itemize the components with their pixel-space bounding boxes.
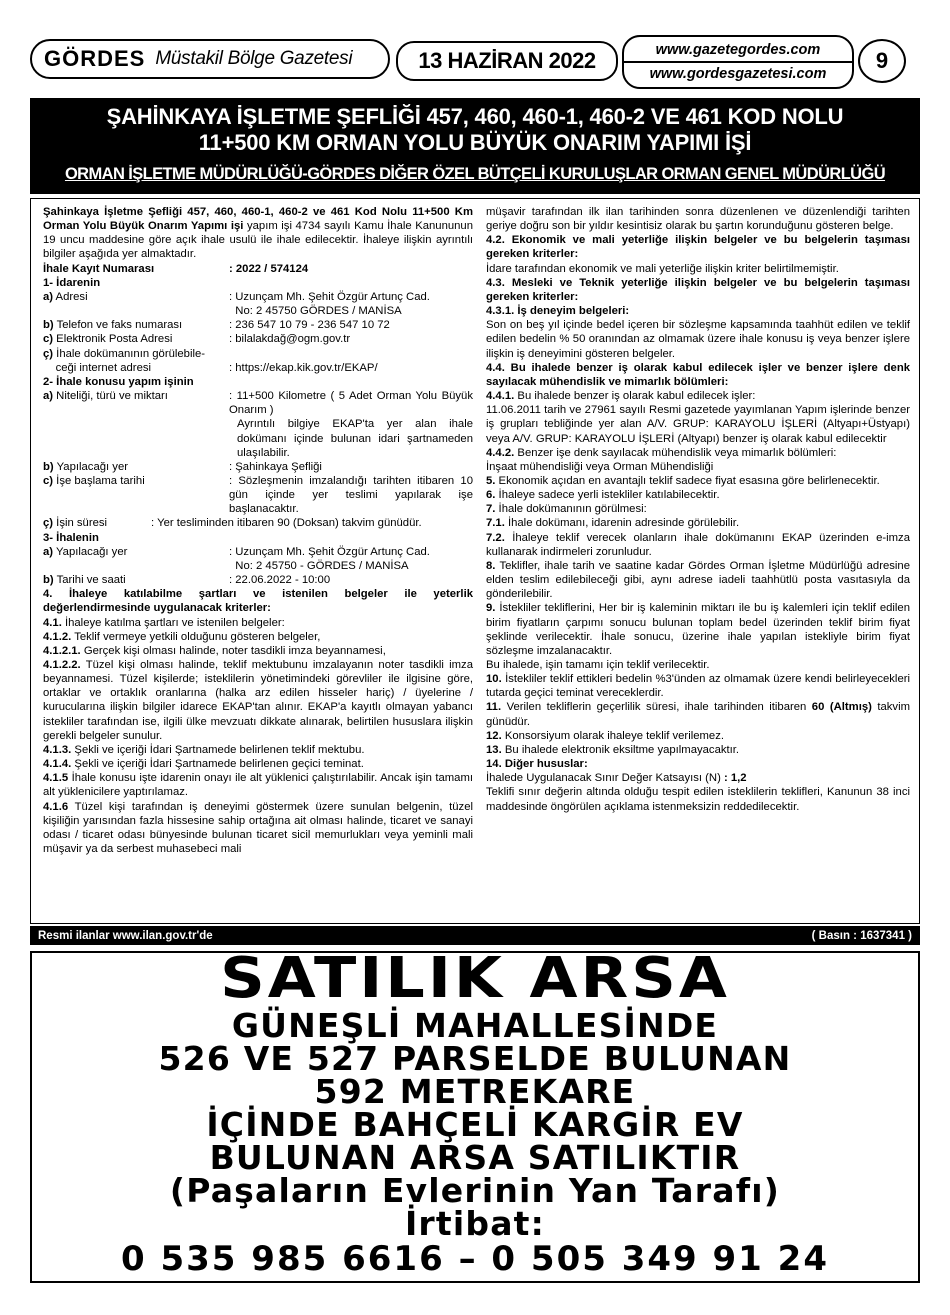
clause-4-4-2: 4.4.2. Benzer işe denk sayılacak mühendislik veya mimarlık bölümleri: xyxy=(486,446,837,459)
ad-headline: SATILIK ARSA xyxy=(220,951,730,1011)
website-url-2: www.gordesgazetesi.com xyxy=(624,61,852,85)
ad-line-contact-label: İrtibat: xyxy=(404,1204,546,1243)
notice-title-band xyxy=(30,98,920,194)
left-column xyxy=(43,205,473,856)
admin-phone: b) Telefon ve faks numarası : 236 547 10 79 - 236 547 10 72 xyxy=(43,319,390,332)
newspaper-name: GÖRDES xyxy=(44,46,146,71)
clause-5: 5. Ekonomik açıdan en avantajlı teklif sadece fiyat esasına göre belirlenecektir. xyxy=(486,474,880,487)
clause-4-4-2-detail: İnşaat mühendisliği veya Orman Mühendisliği xyxy=(486,460,714,473)
masthead-brand-box xyxy=(30,39,390,79)
admin-website: ç) İhale dokümanının görülebile- ceği internet adresi : https://ekap.kik.gov.tr/EKAP/ xyxy=(43,347,378,374)
clause-13: 13. Bu ihalede elektronik eksiltme yapılmayacaktır. xyxy=(486,743,740,756)
admin-address: a) Adresi : Uzunçam Mh. Şehit Özgür Artunç Cad. No: 2 45750 GÖRDES / MANİSA xyxy=(43,290,430,318)
clause-4-1-4: 4.1.4. Şekli ve içeriği İdari Şartnamede belirlenen geçici teminat. xyxy=(43,758,364,771)
clause-12: 12. Konsorsiyum olarak ihaleye teklif verilemez. xyxy=(486,729,724,742)
clause-4-4-heading: 4.4. Bu ihalede benzer iş olarak kabul edilecek işler ve benzer işlere denk sayılacak mühendislik ve mimarlık bölümleri: xyxy=(486,361,910,388)
land-for-sale-ad xyxy=(30,951,920,1283)
notice-title-line-1: ŞAHİNKAYA İŞLETME ŞEFLİĞİ 457, 460, 460-1, 460-2 VE 461 KOD NOLU xyxy=(106,104,844,129)
clause-4-2: İdare tarafından ekonomik ve mali yeterliğe ilişkin kriter belirtilmemiştir. xyxy=(486,262,839,275)
page-number: 9 xyxy=(858,39,906,83)
ad-line-house: İÇİNDE BAHÇELİ KARGİR EV xyxy=(206,1105,744,1144)
right-column xyxy=(486,205,910,814)
section-2-heading: 2- İhale konusu yapım işinin xyxy=(43,375,194,388)
section-4-heading: 4. İhaleye katılabilme şartları ve istenilen belgeler ile yeterlik değerlendirmesinde uygulanacak kriterler: xyxy=(43,588,473,615)
clause-14-rejection: Teklifi sınır değerin altında olduğu tespit edilen isteklilerin teklifleri, Kanunun 38 inci maddesinde öngörülen açıklama istenmeksizin reddedilecektir. xyxy=(486,786,910,813)
ad-line-neighborhood: GÜNEŞLİ MAHALLESİNDE xyxy=(231,1006,719,1045)
clause-6: 6. İhaleye sadece yerli istekliler katılabilecektir. xyxy=(486,489,720,502)
notice-authority: ORMAN İŞLETME MÜDÜRLÜĞÜ-GÖRDES DİĞER ÖZEL BÜTÇELİ KURULUŞLAR ORMAN GENEL MÜDÜRLÜĞÜ xyxy=(64,165,886,183)
tender-location: a) Yapılacağı yer : Uzunçam Mh. Şehit Özgür Artunç Cad. No: 2 45750 - GÖRDES / MANİSA xyxy=(43,545,430,572)
newspaper-subtitle: Müstakil Bölge Gazetesi xyxy=(155,48,353,69)
clause-7: 7. İhale dokümanının görülmesi: xyxy=(486,503,647,516)
official-notice-footer xyxy=(30,926,920,945)
issue-date: 13 HAZİRAN 2022 xyxy=(396,41,618,81)
clause-4-2-heading: 4.2. Ekonomik ve mali yeterliğe ilişkin belgeler ve bu belgelerin taşıması gereken kriterler: xyxy=(486,234,910,261)
clause-4-1-2: 4.1.2. Teklif vermeye yetkili olduğunu gösteren belgeler, xyxy=(43,630,321,643)
clause-4-3-1: Son on beş yıl içinde bedel içeren bir sözleşme kapsamında taahhüt edilen ve teklif edilen bedelin % 50 oranından az olmamak üzere ihale konusu iş veya benzer işlere ilişkin iş deneyimini gösteren belgeler. xyxy=(486,319,910,360)
section-1-heading: 1- İdarenin xyxy=(43,276,101,289)
registry-number: İhale Kayıt Numarası : 2022 / 574124 xyxy=(43,262,309,275)
clause-4-1: 4.1. İhaleye katılma şartları ve istenilen belgeler: xyxy=(43,616,285,629)
clause-4-4-1: 4.4.1. Bu ihalede benzer iş olarak kabul edilecek işler: xyxy=(486,390,756,403)
clause-8: 8. Teklifler, ihale tarih ve saatine kadar Gördes Orman İşletme Müdürlüğü adresine elden teslim edilebileceği gibi, aynı adrese iadeli taahhütlü posta vasıtasıyla da gönderilebilir. xyxy=(486,559,910,601)
work-location: b) Yapılacağı yer : Şahinkaya Şefliği xyxy=(43,460,322,473)
clause-9-note: Bu ihalede, işin tamamı için teklif verilecektir. xyxy=(486,659,710,671)
website-url-1: www.gazetegordes.com xyxy=(655,42,821,58)
clause-4-1-6: 4.1.6 Tüzel kişi tarafından iş deneyimi göstermek üzere sunulan belgenin, tüzel kişiliğin yarısından fazla hissesine sahip ortağına ait olması halinde, ticaret ve sanayi odası / ticaret odası bünyesinde bulunan ticaret sicil memurlukları veya yeminli mali müşavir ya da serbest muhasebeci mali xyxy=(43,800,473,856)
clause-4-1-2-1: 4.1.2.1. Gerçek kişi olması halinde, noter tasdikli imza beyannamesi, xyxy=(43,644,386,657)
press-number: ( Basın : 1637341 ) xyxy=(811,929,912,942)
tender-datetime: b) Tarihi ve saati : 22.06.2022 - 10:00 xyxy=(43,574,331,587)
section-3-heading: 3- İhalenin xyxy=(43,531,99,544)
masthead xyxy=(30,35,920,89)
clause-14-heading: 14. Diğer hususlar: xyxy=(486,758,588,771)
ad-line-location: (Paşaların Evlerinin Yan Tarafı) xyxy=(169,1171,781,1210)
clause-4-3-heading: 4.3. Mesleki ve Teknik yeterliğe ilişkin belgeler ve bu belgelerin taşıması gereken kriterler: xyxy=(486,276,910,303)
clause-7-1: 7.1. İhale dokümanı, idarenin adresinde görülebilir. xyxy=(486,517,740,530)
ad-line-parcels: 526 VE 527 PARSELDE BULUNAN xyxy=(158,1039,792,1078)
website-box xyxy=(622,35,854,89)
clause-4-1-5: 4.1.5 İhale konusu işte idarenin onayı ile alt yüklenici çalıştırılabilir. Ancak işin tamamı alt yüklenicilere yaptırılamaz. xyxy=(43,772,473,799)
clause-14-coefficient: İhalede Uygulanacak Sınır Değer Katsayısı (N) : 1,2 xyxy=(486,772,747,785)
ad-line-area: 592 METREKARE xyxy=(314,1072,636,1111)
official-notice-site: Resmi ilanlar www.ilan.gov.tr'de xyxy=(38,929,213,942)
clause-10: 10. İstekliler teklif ettikleri bedelin %3'ünden az olmamak üzere kendi belirleyecekleri tutarda geçici teminat vereceklerdir. xyxy=(486,673,910,700)
clause-7-2: 7.2. İhaleye teklif verecek olanların ihale dokümanını EKAP üzerinden e-imza kullanarak indirmeleri zorunludur. xyxy=(486,531,910,558)
notice-title-line-2: 11+500 KM ORMAN YOLU BÜYÜK ONARIM YAPIMI İŞİ xyxy=(198,130,752,155)
work-nature: a) Niteliği, türü ve miktarı : 11+500 Kilometre ( 5 Adet Orman Yolu Büyük Onarım ) Ayrıntılı bilgiye EKAP'ta yer alan ihale dokümanı içinde bulunan idari şartnameden ulaşılabilir. xyxy=(43,390,473,459)
clause-4-3-1-heading: 4.3.1. İş deneyim belgeleri: xyxy=(486,305,630,318)
tender-notice-body xyxy=(30,198,920,924)
clause-9: 9. İstekliler tekliflerini, Her bir iş kaleminin miktarı ile bu iş kalemleri için teklif edilen birim fiyatların çarpımı sonucu bulunan toplam bedel üzerinden teklif birim fiyat şeklinde verilecektir. İhale sonucu, üzerine ihale yapılan istekliyle birim fiyat sözleşme imzalanacaktır. xyxy=(486,602,910,657)
ad-line-for-sale: BULUNAN ARSA SATILIKTIR xyxy=(209,1138,741,1177)
clause-4-1-3: 4.1.3. Şekli ve içeriği İdari Şartnamede belirlenen teklif mektubu. xyxy=(43,743,365,756)
admin-email: c) Elektronik Posta Adresi : bilalakdağ@ogm.gov.tr xyxy=(43,333,351,346)
ad-phone-numbers: 0 535 985 6616 – 0 505 349 91 24 xyxy=(121,1239,829,1279)
clause-11: 11. Verilen tekliflerin geçerlilik süresi, ihale tarihinden itibaren 60 (Altmış) takvim günüdür. xyxy=(486,701,910,728)
work-duration: ç) İşin süresi : Yer tesliminden itibaren 90 (Doksan) takvim günüdür. xyxy=(43,517,422,530)
clause-4-1-6-continued: müşavir tarafından ilk ilan tarihinden sonra düzenlenen ve düzenlendiği tarihten geriye doğru son bir yıldır kesintisiz olarak bu şartın korunduğunu gösteren belge. xyxy=(486,206,910,233)
intro-paragraph: Şahinkaya İşletme Şefliği 457, 460, 460-1, 460-2 ve 461 Kod Nolu 11+500 Km Orman Yolu Büyük Onarım Yapımı işi yapım işi 4734 sayılı Kamu İhale Kanununun 19 uncu maddesine göre açık ihale usulü ile ihale edilecektir. İhaleye ilişkin ayrıntılı bilgiler aşağıda yer almaktadır. xyxy=(43,206,473,261)
work-start-date: c) İşe başlama tarihi : Sözleşmenin imzalandığı tarihten itibaren 10 gün içinde yer teslimi yapılarak işe başlanacaktır. xyxy=(43,474,473,516)
clause-4-1-2-2: 4.1.2.2. Tüzel kişi olması halinde, teklif mektubunu imzalayanın noter tasdikli imza beyannamesi. Tüzel kişilerde; isteklilerin yönetimindeki görevliler ile ilgisine göre, ortaklar ve ortaklık oranlarına (halka arz edilen hisseler hariç) / üyelerine / kurucularına ilişkin bilgiler idarece EKAP'tan alınır. EKAP'a kayıtlı olmayan yabancı istekliler tarafından ise, ilgili ülke mevzuatı dikkate alınarak, belirtilen hususlara ilişkin gerekli belgeler sunulur. xyxy=(43,659,473,742)
clause-4-4-1-detail: 11.06.2011 tarih ve 27961 sayılı Resmi gazetede yayımlanan Yapım işlerinde benzer iş grupları tebliğinde yer alan A/V. GRUP: KARAYOLU İŞLERİ (Altyapı+Üstyapı) veya A/V. GRUP: KARAYOLU İŞLERİ (Altyapı) benzer iş olarak kabul edilecektir xyxy=(486,404,910,445)
